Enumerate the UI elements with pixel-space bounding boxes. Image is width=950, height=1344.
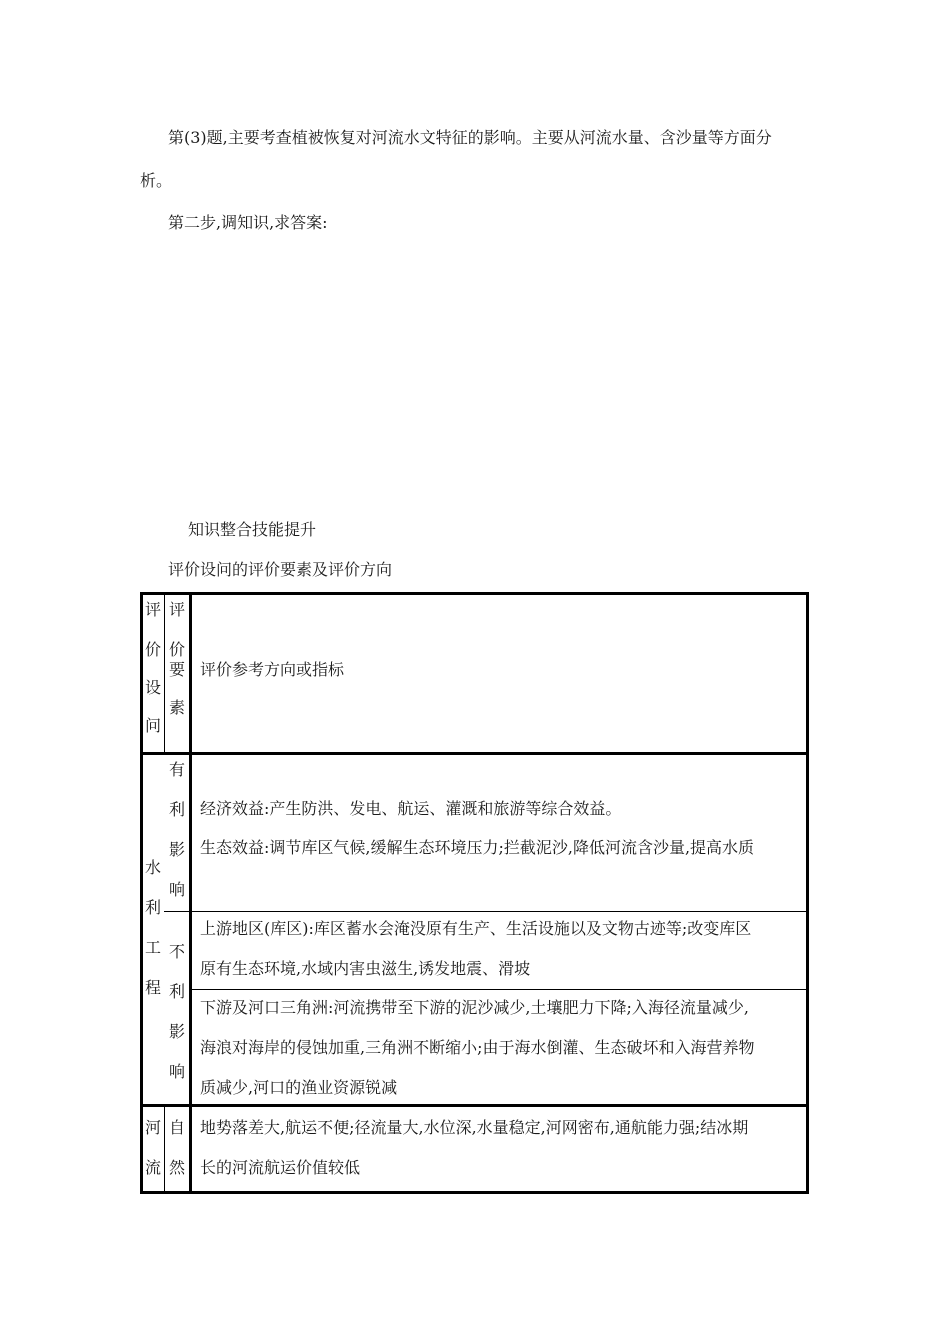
downstream-impact-line2: 海浪对海岸的侵蚀加重,三角洲不断缩小;由于海水倒灌、生态破坏和入海营养物	[200, 1038, 755, 1057]
row-sep-favorable	[164, 911, 809, 912]
group-char: 水	[145, 858, 162, 877]
unfavorable-char: 影	[169, 1022, 186, 1041]
table-border-top	[140, 592, 809, 595]
evaluation-table	[140, 592, 809, 1194]
unfavorable-char: 利	[169, 982, 186, 1001]
step-two-text: 第二步,调知识,求答案:	[168, 213, 328, 232]
river-char: 河	[145, 1118, 162, 1137]
favorable-ecological-benefit: 生态效益:调节库区气候,缓解生态环境压力;拦截泥沙,降低河流含沙量,提高水质	[200, 838, 755, 857]
favorable-char: 影	[169, 840, 186, 859]
header-char: 价	[145, 640, 162, 659]
col-sep-1-header	[164, 592, 165, 754]
intro-paragraph-line2: 析。	[140, 171, 173, 190]
row-sep-group	[140, 1104, 809, 1107]
group-char: 利	[145, 898, 162, 917]
group-char: 工	[145, 938, 162, 957]
upstream-impact-line2: 原有生态环境,水域内害虫滋生,诱发地震、滑坡	[200, 959, 531, 978]
favorable-char: 有	[169, 760, 186, 779]
header-char: 价	[169, 640, 186, 659]
group-label-river	[145, 1118, 161, 1178]
river-char: 流	[145, 1158, 162, 1177]
header-char: 评	[145, 600, 162, 619]
upstream-impact-line1: 上游地区(库区):库区蓄水会淹没原有生产、生活设施以及文物古迹等;改变库区	[200, 919, 752, 938]
section-heading: 知识整合技能提升	[188, 520, 317, 539]
intro-paragraph-line1: 第(3)题,主要考查植被恢复对河流水文特征的影响。主要从河流水量、含沙量等方面分	[168, 128, 772, 147]
row-sep-header	[140, 752, 809, 755]
header-char: 要	[169, 660, 186, 679]
header-evaluation-question	[145, 600, 161, 736]
label-favorable-impact	[169, 760, 185, 900]
favorable-char: 响	[169, 880, 186, 899]
group-label-water-project	[145, 858, 161, 998]
river-natural-line2: 长的河流航运价值较低	[200, 1158, 361, 1177]
downstream-impact-line1: 下游及河口三角洲:河流携带至下游的泥沙减少,土壤肥力下降;入海径流量减少,	[200, 998, 749, 1017]
label-unfavorable-impact	[169, 942, 185, 1082]
unfavorable-char: 响	[169, 1062, 186, 1081]
table-caption: 评价设问的评价要素及评价方向	[168, 560, 393, 579]
favorable-economic-benefit: 经济效益:产生防洪、发电、航运、灌溉和旅游等综合效益。	[200, 799, 622, 818]
col-sep-1-bottom	[164, 1106, 165, 1194]
favorable-char: 利	[169, 800, 186, 819]
header-evaluation-element	[169, 600, 185, 718]
river-natural-line1: 地势落差大,航运不便;径流量大,水位深,水量稳定,河网密布,通航能力强;结冰期	[200, 1118, 749, 1137]
header-char: 设	[145, 678, 162, 697]
header-reference-direction: 评价参考方向或指标	[200, 660, 345, 679]
natural-char: 自	[169, 1118, 186, 1137]
unfavorable-char: 不	[169, 942, 186, 961]
row-sep-upstream	[191, 989, 809, 990]
header-char: 素	[169, 698, 186, 717]
label-natural	[169, 1118, 185, 1178]
downstream-impact-line3: 质减少,河口的渔业资源锐减	[200, 1078, 398, 1097]
header-char: 问	[145, 716, 162, 735]
natural-char: 然	[169, 1158, 186, 1177]
group-char: 程	[145, 978, 162, 997]
header-char: 评	[169, 600, 186, 619]
table-border-bottom	[140, 1191, 809, 1194]
